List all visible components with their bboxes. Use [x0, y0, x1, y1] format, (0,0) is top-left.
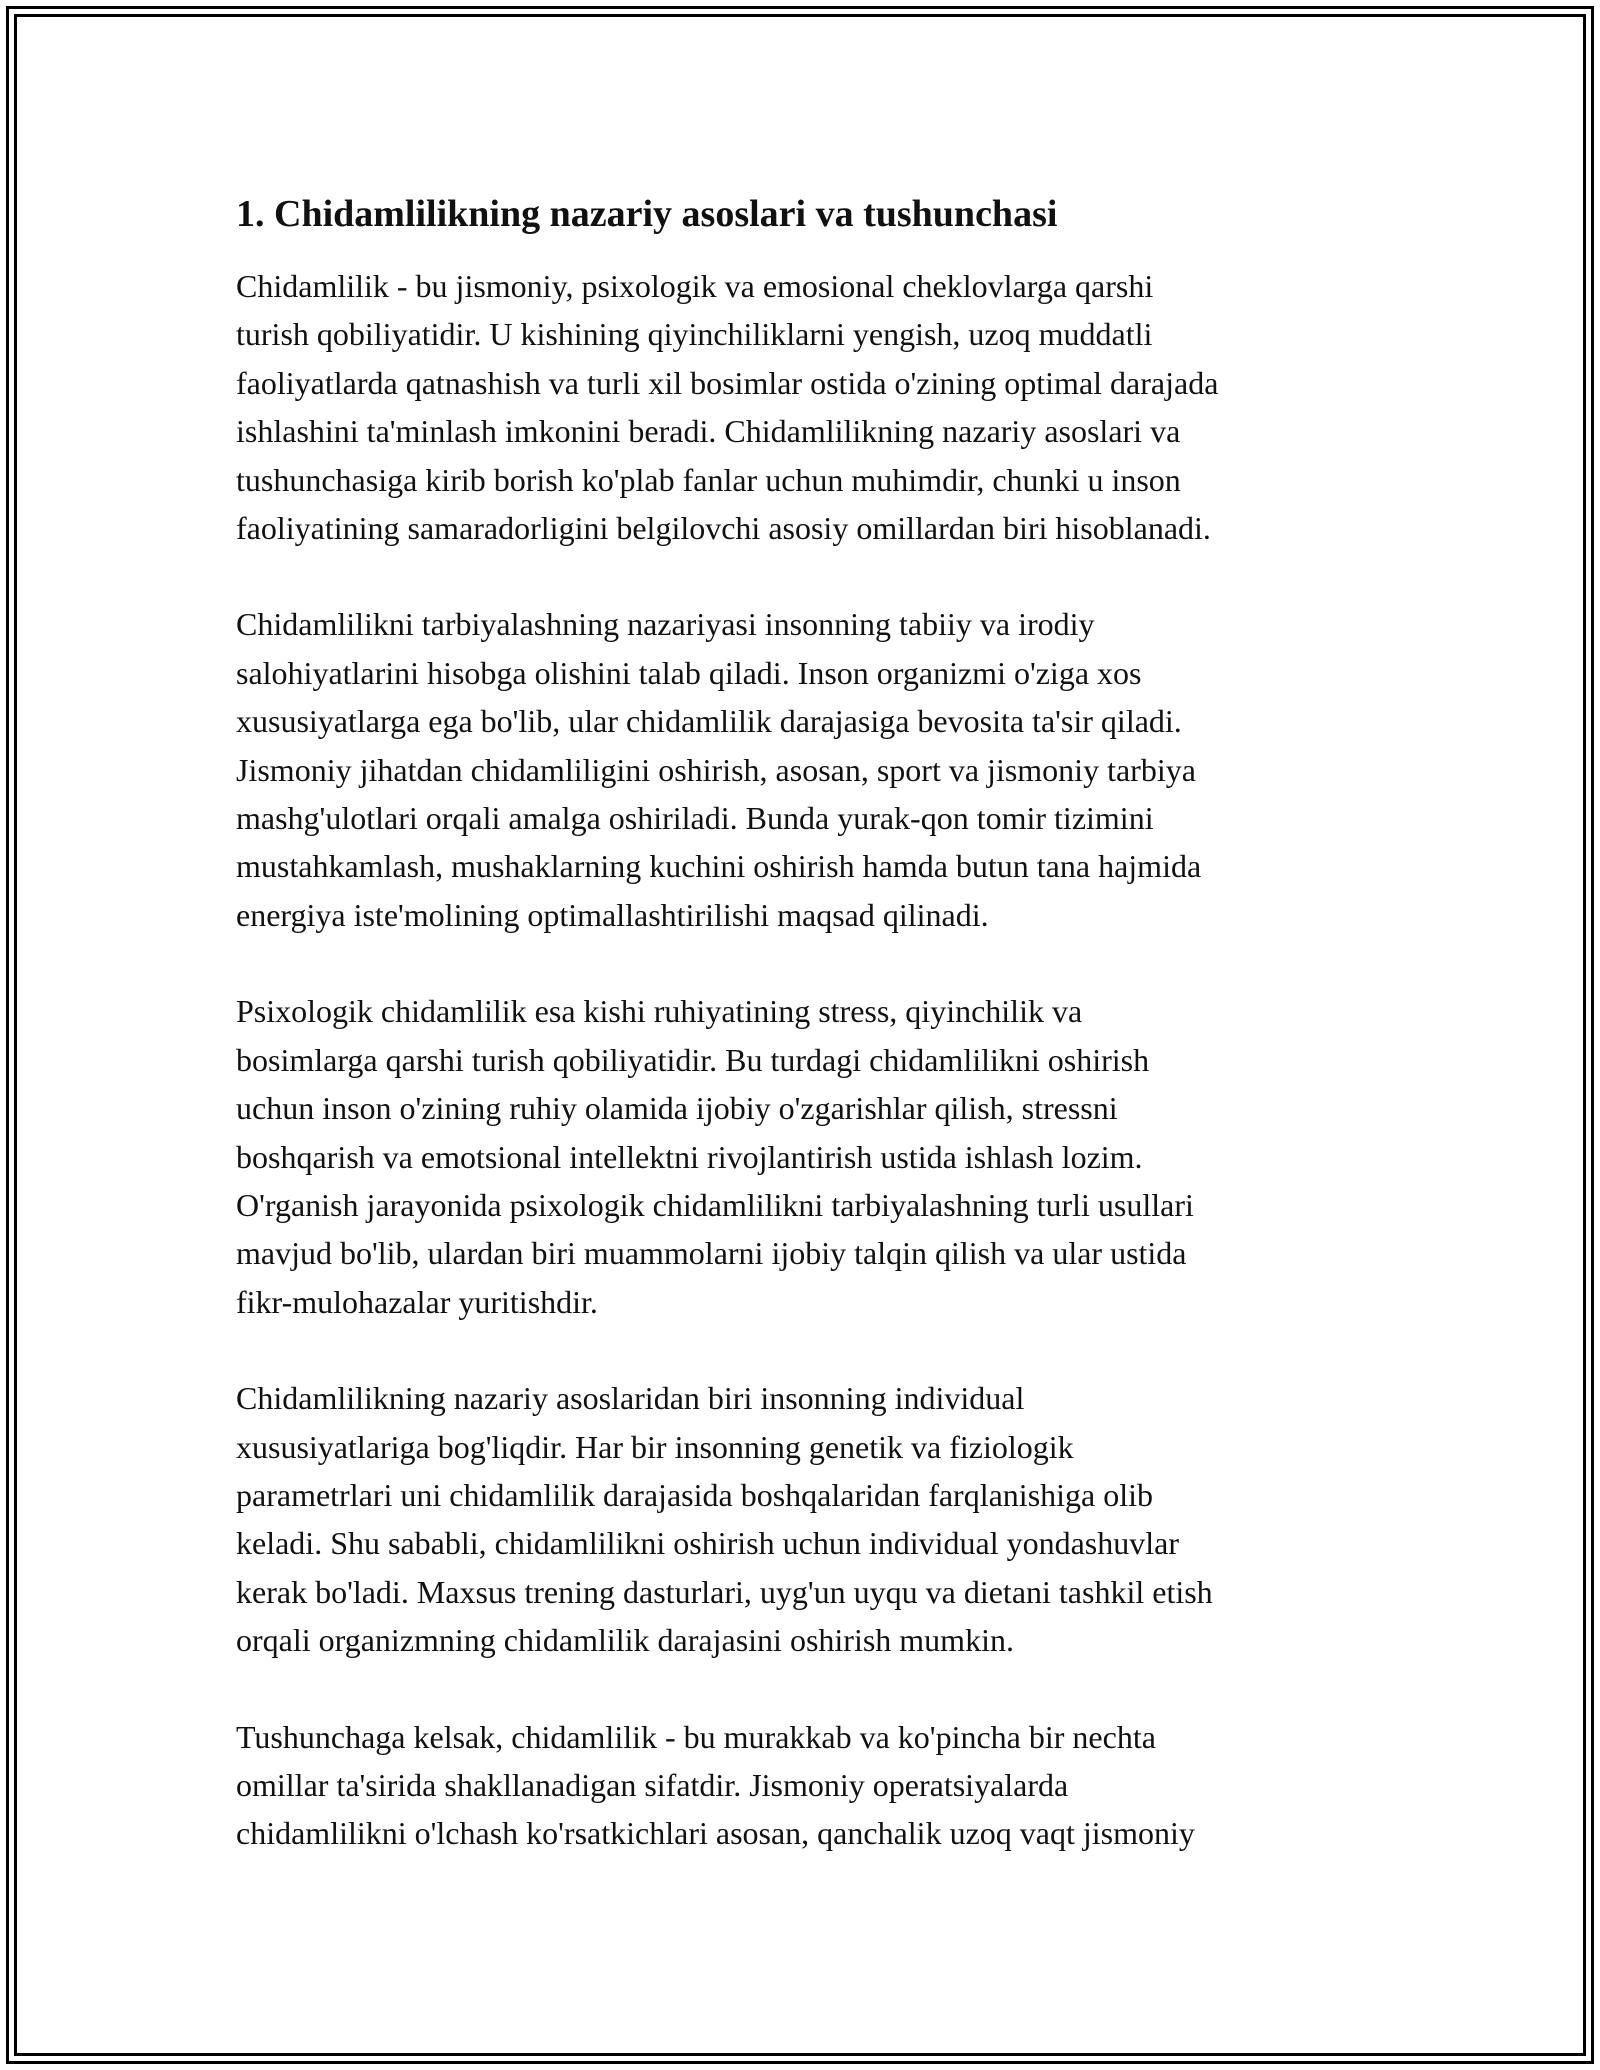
paragraph — [236, 262, 1376, 552]
text-line: Tushunchaga kelsak, chidamlilik - bu murakkab va ko'pincha bir nechta — [236, 1718, 1156, 1755]
section-heading: 1. Chidamlilikning nazariy asoslari va tushunchasi — [236, 193, 1058, 235]
text-line: energiya iste'molining optimallashtirilishi maqsad qilinadi. — [236, 896, 989, 933]
paragraph — [236, 1374, 1376, 1664]
text-line: xususiyatlariga bog'liqdir. Har bir insonning genetik va fiziologik — [236, 1428, 1074, 1465]
text-line: orqali organizmning chidamlilik darajasini oshirish mumkin. — [236, 1622, 1014, 1659]
paragraph — [236, 600, 1376, 939]
paragraph-container — [236, 262, 1376, 1858]
text-line: ishlashini ta'minlash imkonini beradi. Chidamlilikning nazariy asoslari va — [236, 413, 1181, 450]
text-line: keladi. Shu sababli, chidamlilikni oshirish uchun individual yondashuvlar — [236, 1525, 1179, 1562]
text-line: O'rganish jarayonida psixologik chidamlilikni tarbiyalashning turli usullari — [236, 1186, 1194, 1223]
text-line: mashg'ulotlari orqali amalga oshiriladi. Bunda yurak-qon tomir tizimini — [236, 800, 1154, 837]
text-line: bosimlarga qarshi turish qobiliyatidir. Bu turdagi chidamlilikni oshirish — [236, 1041, 1150, 1078]
text-line: mustahkamlash, mushaklarning kuchini oshirish hamda butun tana hajmida — [236, 848, 1202, 885]
text-line: fikr-mulohazalar yuritishdir. — [236, 1283, 598, 1320]
text-line: omillar ta'sirida shakllanadigan sifatdir. Jismoniy operatsiyalarda — [236, 1766, 1069, 1803]
text-line: tushunchasiga kirib borish ko'plab fanlar uchun muhimdir, chunki u inson — [236, 461, 1181, 498]
text-line: uchun inson o'zining ruhiy olamida ijobiy o'zgarishlar qilish, stressni — [236, 1090, 1118, 1127]
text-line: faoliyatlarda qatnashish va turli xil bosimlar ostida o'zining optimal darajada — [236, 364, 1219, 401]
paragraph — [236, 1713, 1376, 1858]
text-line: faoliyatining samaradorligini belgilovchi asosiy omillardan biri hisoblanadi. — [236, 510, 1211, 547]
text-line: salohiyatlarini hisobga olishini talab qiladi. Inson organizmi o'ziga xos — [236, 654, 1142, 691]
text-line: mavjud bo'lib, ulardan biri muammolarni ijobiy talqin qilish va ular ustida — [236, 1235, 1187, 1272]
text-line: kerak bo'ladi. Maxsus trening dasturlari, uyg'un uyqu va dietani tashkil etish — [236, 1573, 1213, 1610]
text-line: Jismoniy jihatdan chidamliligini oshirish, asosan, sport va jismoniy tarbiya — [236, 751, 1196, 788]
text-line: Chidamlilikni tarbiyalashning nazariyasi insonning tabiiy va irodiy — [236, 606, 1095, 643]
text-line: xususiyatlarga ega bo'lib, ular chidamlilik darajasiga bevosita ta'sir qiladi. — [236, 703, 1182, 740]
text-line: turish qobiliyatidir. U kishining qiyinchiliklarni yengish, uzoq muddatli — [236, 316, 1153, 353]
text-line: chidamlilikni o'lchash ko'rsatkichlari asosan, qanchalik uzoq vaqt jismoniy — [236, 1815, 1195, 1852]
text-line: Psixologik chidamlilik esa kishi ruhiyatining stress, qiyinchilik va — [236, 993, 1083, 1030]
text-line: Chidamlilik - bu jismoniy, psixologik va emosional cheklovlarga qarshi — [236, 268, 1154, 304]
document-body — [236, 186, 1376, 1906]
paragraph — [236, 987, 1376, 1326]
text-line: boshqarish va emotsional intellektni rivojlantirish ustida ishlash lozim. — [236, 1138, 1143, 1175]
text-line: parametrlari uni chidamlilik darajasida boshqalaridan farqlanishiga olib — [236, 1476, 1154, 1513]
text-line: Chidamlilikning nazariy asoslaridan biri insonning individual — [236, 1380, 1025, 1417]
